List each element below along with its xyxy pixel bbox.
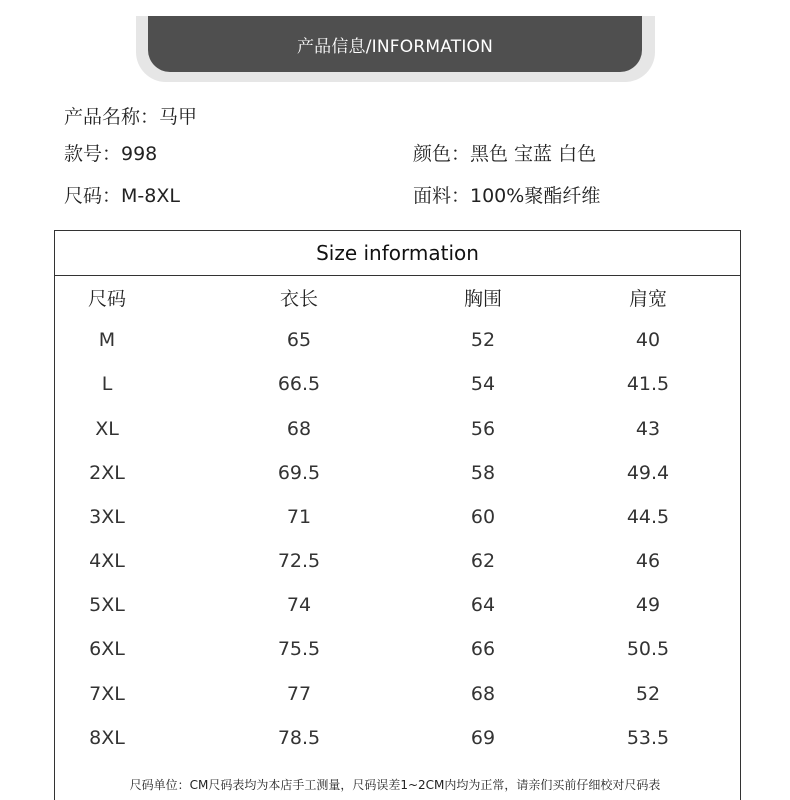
cell-size: 8XL [89,727,125,749]
cell-chest: 62 [470,550,496,572]
cell-chest: 54 [470,373,496,395]
cell-size: 2XL [89,462,125,484]
table-title: Size information [55,231,740,276]
product-fabric: 面料：100%聚酯纤维 [413,185,601,207]
header-shoulder: 肩宽 [628,288,668,310]
cell-length: 66.5 [277,373,321,395]
size-range: 尺码：M-8XL [64,185,180,207]
header-size: 尺码 [87,288,127,310]
cell-shoulder: 49.4 [626,462,670,484]
cell-shoulder: 50.5 [626,638,670,660]
cell-size: 6XL [89,638,125,660]
cell-chest: 68 [470,683,496,705]
cell-shoulder: 43 [635,418,661,440]
header-length: 衣长 [279,288,319,310]
cell-shoulder: 46 [635,550,661,572]
cell-size: XL [95,418,119,440]
cell-chest: 60 [470,506,496,528]
cell-size: 7XL [89,683,125,705]
cell-chest: 52 [470,329,496,351]
style-number: 款号：998 [64,143,158,165]
cell-length: 78.5 [277,727,321,749]
cell-chest: 64 [470,594,496,616]
cell-size: 3XL [89,506,125,528]
cell-shoulder: 44.5 [626,506,670,528]
product-name: 产品名称：马甲 [64,106,198,128]
cell-shoulder: 52 [635,683,661,705]
cell-length: 69.5 [277,462,321,484]
cell-length: 68 [286,418,312,440]
footnote: 尺码单位：CM尺码表均为本店手工测量，尺码误差1~2CM内均为正常，请亲们买前仔细校对尺码表 [129,778,661,792]
cell-shoulder: 53.5 [626,727,670,749]
cell-size: L [101,373,113,395]
banner-title: 产品信息/INFORMATION [296,36,494,57]
cell-length: 74 [286,594,312,616]
cell-size: 4XL [89,550,125,572]
cell-chest: 66 [470,638,496,660]
cell-length: 75.5 [277,638,321,660]
cell-size: 5XL [89,594,125,616]
cell-chest: 56 [470,418,496,440]
info-banner [148,16,642,72]
cell-length: 72.5 [277,550,321,572]
header-chest: 胸围 [463,288,503,310]
cell-shoulder: 41.5 [626,373,670,395]
cell-chest: 69 [470,727,496,749]
cell-shoulder: 40 [635,329,661,351]
cell-shoulder: 49 [635,594,661,616]
cell-chest: 58 [470,462,496,484]
product-color: 颜色：黑色 宝蓝 白色 [413,143,597,165]
cell-length: 65 [286,329,312,351]
cell-size: M [98,329,116,351]
cell-length: 71 [286,506,312,528]
cell-length: 77 [286,683,312,705]
